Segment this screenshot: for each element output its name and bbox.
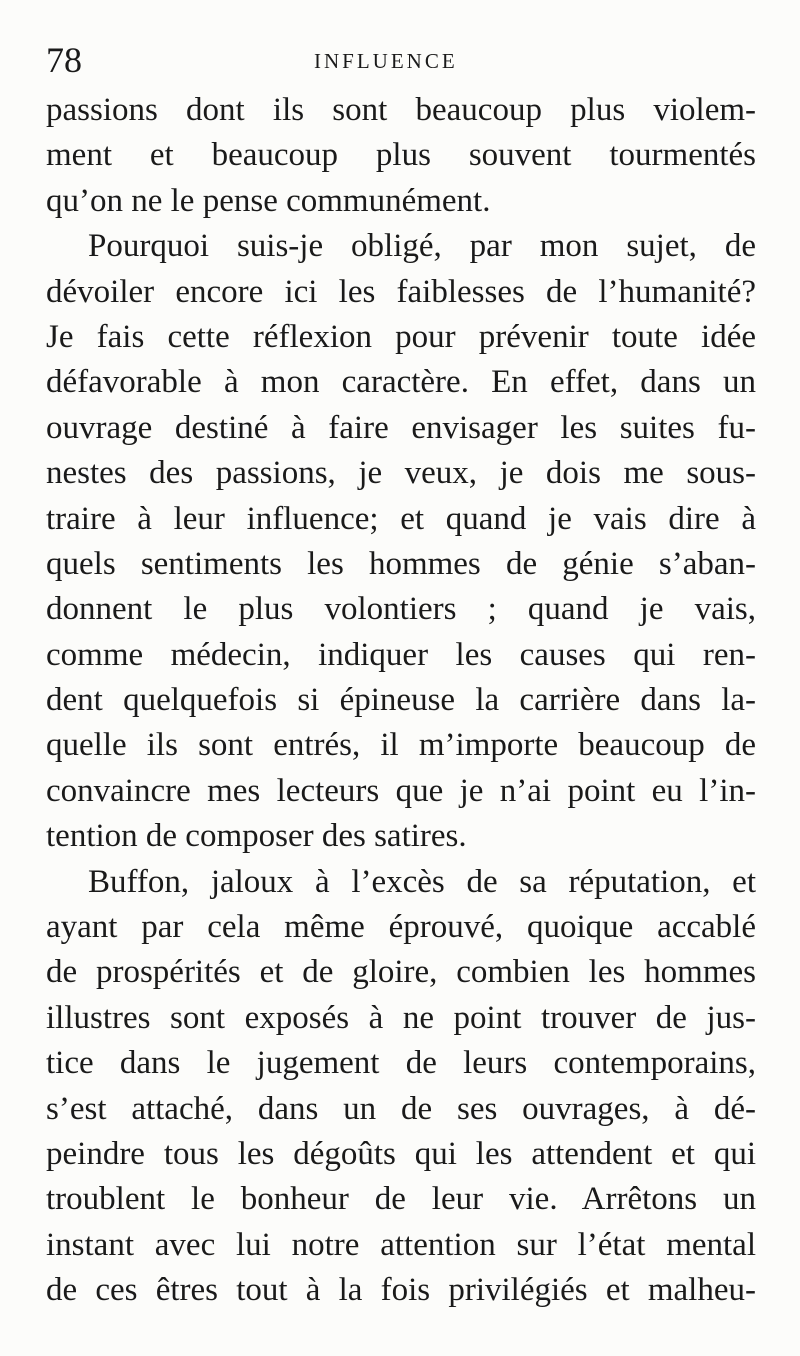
text-line: dévoiler encore ici les faiblesses de l’humanité? (46, 273, 756, 310)
text-line: Je fais cette réflexion pour prévenir toute idée (46, 318, 756, 355)
text-line: passions dont ils sont beaucoup plus violem- (46, 92, 756, 128)
text-line: de ces êtres tout à la fois privilégiés et malheu- (46, 1272, 756, 1309)
text-line: instant avec lui notre attention sur l’état mental (46, 1226, 756, 1263)
text-line: convaincre mes lecteurs que je n’ai point eu l’in- (46, 772, 756, 809)
text-line: troublent le bonheur de leur vie. Arrêtons un (46, 1181, 756, 1218)
text-line: illustres sont exposés à ne point trouver de jus- (46, 999, 756, 1036)
text-line: ayant par cela même éprouvé, quoique accablé (46, 909, 756, 946)
text-line: défavorable à mon caractère. En effet, dans un (46, 364, 756, 401)
running-head (46, 40, 756, 80)
text-line: traire à leur influence; et quand je vais dire à (46, 500, 756, 537)
body-text (46, 88, 756, 1314)
text-line: donnent le plus volontiers ; quand je vais, (46, 591, 756, 628)
text-line: qu’on ne le pense communément. (46, 182, 491, 219)
text-line: Pourquoi suis-je obligé, par mon sujet, de (88, 228, 756, 265)
running-title: INFLUENCE (314, 49, 458, 73)
page-number: 78 (46, 40, 82, 80)
text-line: tention de composer des satires. (46, 818, 467, 855)
text-line: dent quelquefois si épineuse la carrière dans la- (46, 682, 756, 719)
text-line: comme médecin, indiquer les causes qui ren- (46, 636, 756, 673)
text-line: ment et beaucoup plus souvent tourmentés (46, 137, 756, 174)
text-line: s’est attaché, dans un de ses ouvrages, à dé- (46, 1090, 756, 1127)
text-line: tice dans le jugement de leurs contemporains, (46, 1045, 756, 1082)
text-line: quelle ils sont entrés, il m’importe beaucoup de (46, 727, 756, 764)
text-line: quels sentiments les hommes de génie s’aban- (46, 545, 756, 582)
text-line: de prospérités et de gloire, combien les hommes (46, 954, 756, 991)
text-line: ouvrage destiné à faire envisager les suites fu- (46, 409, 756, 446)
text-line: peindre tous les dégoûts qui les attendent et qui (46, 1135, 756, 1172)
text-line: nestes des passions, je veux, je dois me sous- (46, 455, 756, 492)
text-line: Buffon, jaloux à l’excès de sa réputation, et (88, 863, 756, 900)
